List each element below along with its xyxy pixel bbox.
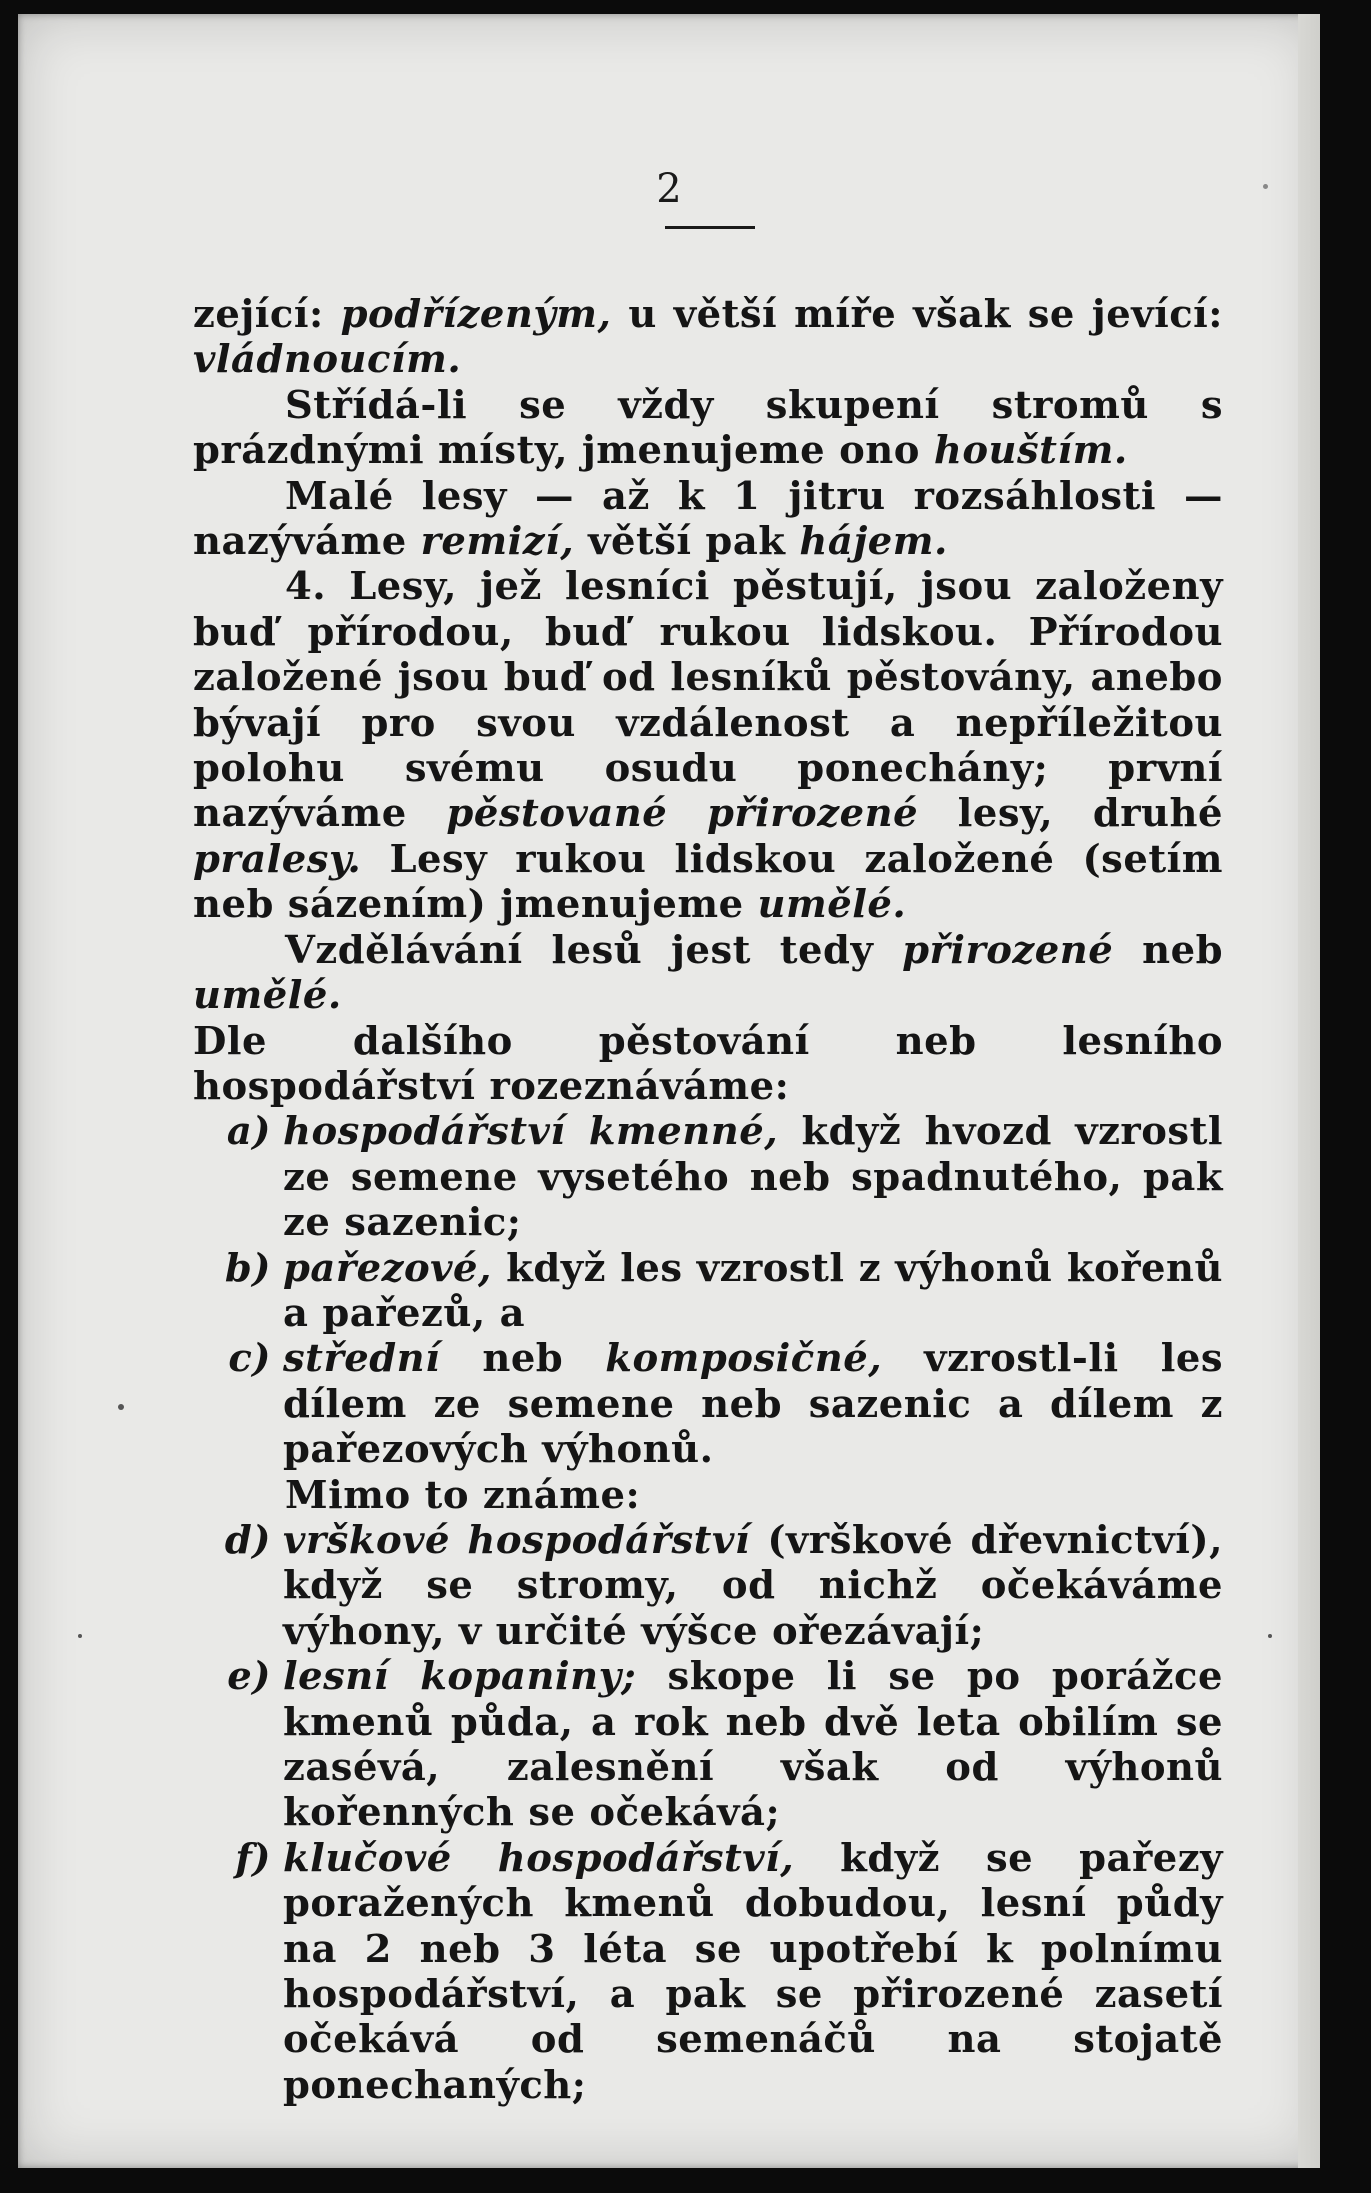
print-speck [78,1634,82,1638]
list-item: d) vrškové hospodářství (vrškové dřevnictví), když se stromy, od nichž očekáváme výhony, v určité výšce ořezávají; [224,1517,1223,1654]
list-item: b) pařezové, když les vzrostl z výhonů kořenů a pařezů, a [224,1245,1223,1336]
paragraph-7: Mimo to známe: [285,1472,641,1518]
paragraph-5: Vzdělávání lesů jest tedy přirozené neb umělé. [193,927,1223,1019]
paragraph-3: Malé lesy — až k 1 jitru rozsáhlosti — nazýváme remizí, větší pak hájem. [193,473,1223,565]
book-page [18,14,1320,2168]
print-speck [1263,184,1268,189]
paragraph-6: Dle dalšího pěstování neb lesního hospodářství rozeznáváme: [193,1018,1223,1109]
page-text [193,292,1223,2108]
paragraph-1: zející: podřízeným, u větší míře však se jevící: vládnoucím. [193,292,1223,383]
paragraph-4: 4. Lesy, jež lesníci pěstují, jsou založeny buď přírodou, buď rukou lidskou. Přírodou založené jsou buď od lesníků pěstovány, anebo bývají pro svou vzdálenost a nepříležitou polohu svému osudu ponechány; první nazýváme pěstované přirozené lesy, druhé pralesy. Lesy rukou lidskou založené (setím neb sázením) jmenujeme umělé. [193,564,1223,928]
list-item: c) střední neb komposičné, vzrostl-li les dílem ze semene neb sazenic a dílem z pařezových výhonů. [228,1336,1223,1473]
list-item: e) lesní kopaniny; skope li se po porážce kmenů půda, a rok neb dvě leta obilím se zasévá, zalesnění však od výhonů kořenných se očekává; [227,1654,1223,1836]
page-number: 2 [656,166,682,212]
list-item: a) hospodářství kmenné, když hvozd vzrostl ze semene vysetého neb spadnutého, pak ze sazenic; [226,1109,1223,1246]
page-edge [1298,14,1320,2168]
list-item: f) klučové hospodářství, když se pařezy poražených kmenů dobudou, lesní půdy na 2 neb 3 léta se upotřebí k polnímu hospodářství, a pak se přirozené zasetí očekává od semenáčů na stojatě ponechaných; [235,1835,1223,2108]
paragraph-2: Střídá-li se vždy skupení stromů s prázdnými místy, jmenujeme ono houštím. [193,382,1223,474]
page-number-rule [665,226,755,229]
print-speck [118,1404,124,1410]
print-speck [1268,1634,1272,1638]
